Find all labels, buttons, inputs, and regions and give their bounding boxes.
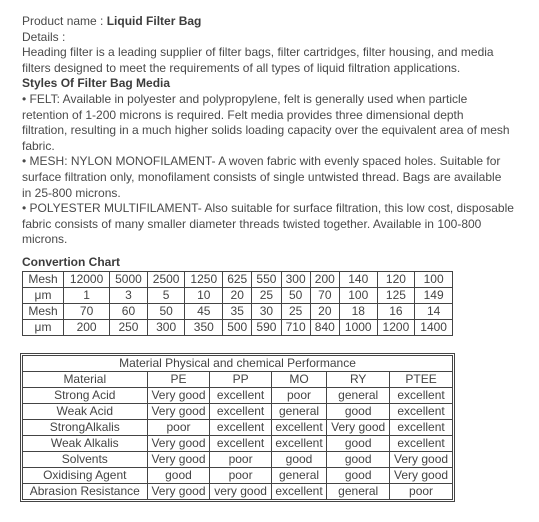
conversion-cell: 350 [185, 320, 223, 336]
conversion-cell: Mesh [23, 304, 64, 320]
conversion-cell: 1200 [377, 320, 415, 336]
conversion-cell: 100 [415, 272, 453, 288]
performance-header-cell: PTEE [390, 372, 453, 388]
conversion-cell: 1250 [185, 272, 223, 288]
conversion-cell: 30 [252, 304, 281, 320]
product-name-value: Liquid Filter Bag [106, 14, 202, 28]
conversion-cell: 590 [252, 320, 281, 336]
conversion-cell: 300 [147, 320, 185, 336]
conversion-cell: 300 [281, 272, 310, 288]
intro-line: Heading filter is a leading supplier of filter bags, filter cartridges, filter housing, and media [22, 45, 494, 60]
performance-row [23, 404, 453, 420]
intro-line: filters designed to meet the requirements of all types of liquid filtration applications. [22, 60, 461, 75]
conversion-cell: 10 [185, 288, 223, 304]
conversion-cell: 550 [252, 272, 281, 288]
body-line: in 25-800 microns. [22, 185, 121, 200]
conversion-cell: 200 [64, 320, 110, 336]
performance-title-row [23, 356, 453, 372]
conversion-cell: 70 [310, 288, 339, 304]
performance-cell: Very good [147, 484, 210, 500]
conversion-chart-title: Convertion Chart [22, 255, 121, 269]
conversion-cell: 35 [223, 304, 252, 320]
performance-cell: excellent [271, 420, 327, 436]
conversion-cell: Mesh [23, 272, 64, 288]
conversion-cell: 20 [223, 288, 252, 304]
conversion-cell: 140 [339, 272, 377, 288]
conversion-cell: 14 [415, 304, 453, 320]
product-description [22, 14, 532, 248]
performance-cell: excellent [271, 436, 327, 452]
performance-cell: excellent [210, 420, 271, 436]
conversion-table [22, 271, 453, 336]
styles-heading: Styles Of Filter Bag Media [22, 76, 171, 91]
conversion-cell: 25 [281, 304, 310, 320]
conversion-cell: 710 [281, 320, 310, 336]
conversion-cell: 1000 [339, 320, 377, 336]
body-line: fabric consists of many smaller diameter threads twisted together. Available in 100-800 [22, 216, 482, 231]
performance-cell: poor [390, 484, 453, 500]
performance-header-cell: PP [210, 372, 271, 388]
performance-table [22, 355, 453, 500]
conversion-cell: 16 [377, 304, 415, 320]
performance-header-row [23, 372, 453, 388]
performance-cell: very good [210, 484, 271, 500]
performance-cell: Weak Acid [23, 404, 148, 420]
conversion-cell: 120 [377, 272, 415, 288]
conversion-cell: 50 [147, 304, 185, 320]
conversion-cell: 1400 [415, 320, 453, 336]
conversion-cell: 100 [339, 288, 377, 304]
conversion-cell: 20 [310, 304, 339, 320]
conversion-cell: 200 [310, 272, 339, 288]
performance-row [23, 484, 453, 500]
conversion-cell: 125 [377, 288, 415, 304]
conversion-cell: 50 [281, 288, 310, 304]
body-line: • POLYESTER MULTIFILAMENT- Also suitable for surface filtration, this low cost, disposable [22, 201, 514, 216]
body-line: retention of 1-200 microns is required. Felt media provides three dimensional depth [22, 107, 464, 122]
performance-cell: poor [210, 452, 271, 468]
performance-cell: excellent [210, 404, 271, 420]
product-name-label: Product name : [22, 14, 104, 28]
details-label: Details : [22, 29, 66, 44]
conversion-cell: 500 [223, 320, 252, 336]
performance-header-cell: MO [271, 372, 327, 388]
performance-cell: Very good [390, 468, 453, 484]
performance-cell: Abrasion Resistance [23, 484, 148, 500]
performance-cell: Very good [147, 388, 210, 404]
performance-cell: good [327, 468, 390, 484]
conversion-row [23, 320, 453, 336]
conversion-cell: 2500 [147, 272, 185, 288]
performance-cell: Weak Alkalis [23, 436, 148, 452]
conversion-cell: 250 [110, 320, 148, 336]
performance-cell: Very good [390, 452, 453, 468]
conversion-cell: 625 [223, 272, 252, 288]
conversion-cell: μm [23, 320, 64, 336]
conversion-cell: μm [23, 288, 64, 304]
performance-row [23, 420, 453, 436]
performance-cell: poor [210, 468, 271, 484]
performance-cell: poor [271, 388, 327, 404]
conversion-row [23, 288, 453, 304]
conversion-cell: 12000 [64, 272, 110, 288]
performance-row [23, 388, 453, 404]
performance-cell: excellent [390, 436, 453, 452]
performance-table-title: Material Physical and chemical Performance [23, 356, 453, 372]
performance-cell: Very good [147, 404, 210, 420]
conversion-row [23, 304, 453, 320]
conversion-cell: 840 [310, 320, 339, 336]
body-line: microns. [22, 232, 68, 247]
performance-cell: excellent [210, 436, 271, 452]
performance-cell: excellent [390, 420, 453, 436]
performance-cell: good [147, 468, 210, 484]
product-name-line [22, 14, 532, 30]
conversion-cell: 45 [185, 304, 223, 320]
performance-row [23, 468, 453, 484]
conversion-cell: 5000 [110, 272, 148, 288]
conversion-cell: 1 [64, 288, 110, 304]
body-line: filtration, resulting in a much higher solids loading capacity over the equivalent area of mesh [22, 123, 510, 138]
performance-cell: poor [147, 420, 210, 436]
performance-cell: excellent [271, 484, 327, 500]
performance-cell: good [327, 452, 390, 468]
performance-cell: general [271, 468, 327, 484]
conversion-cell: 149 [415, 288, 453, 304]
performance-cell: general [327, 388, 390, 404]
conversion-cell: 5 [147, 288, 185, 304]
performance-cell: good [271, 452, 327, 468]
performance-header-cell: PE [147, 372, 210, 388]
performance-cell: StrongAlkalis [23, 420, 148, 436]
conversion-cell: 25 [252, 288, 281, 304]
performance-cell: Very good [147, 436, 210, 452]
performance-row [23, 436, 453, 452]
performance-cell: good [327, 436, 390, 452]
conversion-cell: 18 [339, 304, 377, 320]
performance-cell: general [271, 404, 327, 420]
body-line: fabric. [22, 138, 55, 153]
conversion-cell: 3 [110, 288, 148, 304]
performance-cell: excellent [210, 388, 271, 404]
performance-header-cell: RY [327, 372, 390, 388]
conversion-cell: 70 [64, 304, 110, 320]
body-line: • MESH: NYLON MONOFILAMENT- A woven fabric with evenly spaced holes. Suitable for [22, 154, 501, 169]
conversion-row [23, 272, 453, 288]
performance-cell: general [327, 484, 390, 500]
performance-row [23, 452, 453, 468]
performance-cell: Very good [147, 452, 210, 468]
performance-cell: Solvents [23, 452, 148, 468]
performance-cell: good [327, 404, 390, 420]
body-line: • FELT: Available in polyester and polypropylene, felt is generally used when particle [22, 91, 468, 106]
performance-cell: Very good [327, 420, 390, 436]
conversion-cell: 60 [110, 304, 148, 320]
performance-cell: excellent [390, 388, 453, 404]
performance-cell: Strong Acid [23, 388, 148, 404]
performance-cell: Oxidising Agent [23, 468, 148, 484]
performance-header-cell: Material [23, 372, 148, 388]
body-line: surface filtration only, monofilament consists of single untwisted thread. Bags are available [22, 169, 502, 184]
performance-cell: excellent [390, 404, 453, 420]
